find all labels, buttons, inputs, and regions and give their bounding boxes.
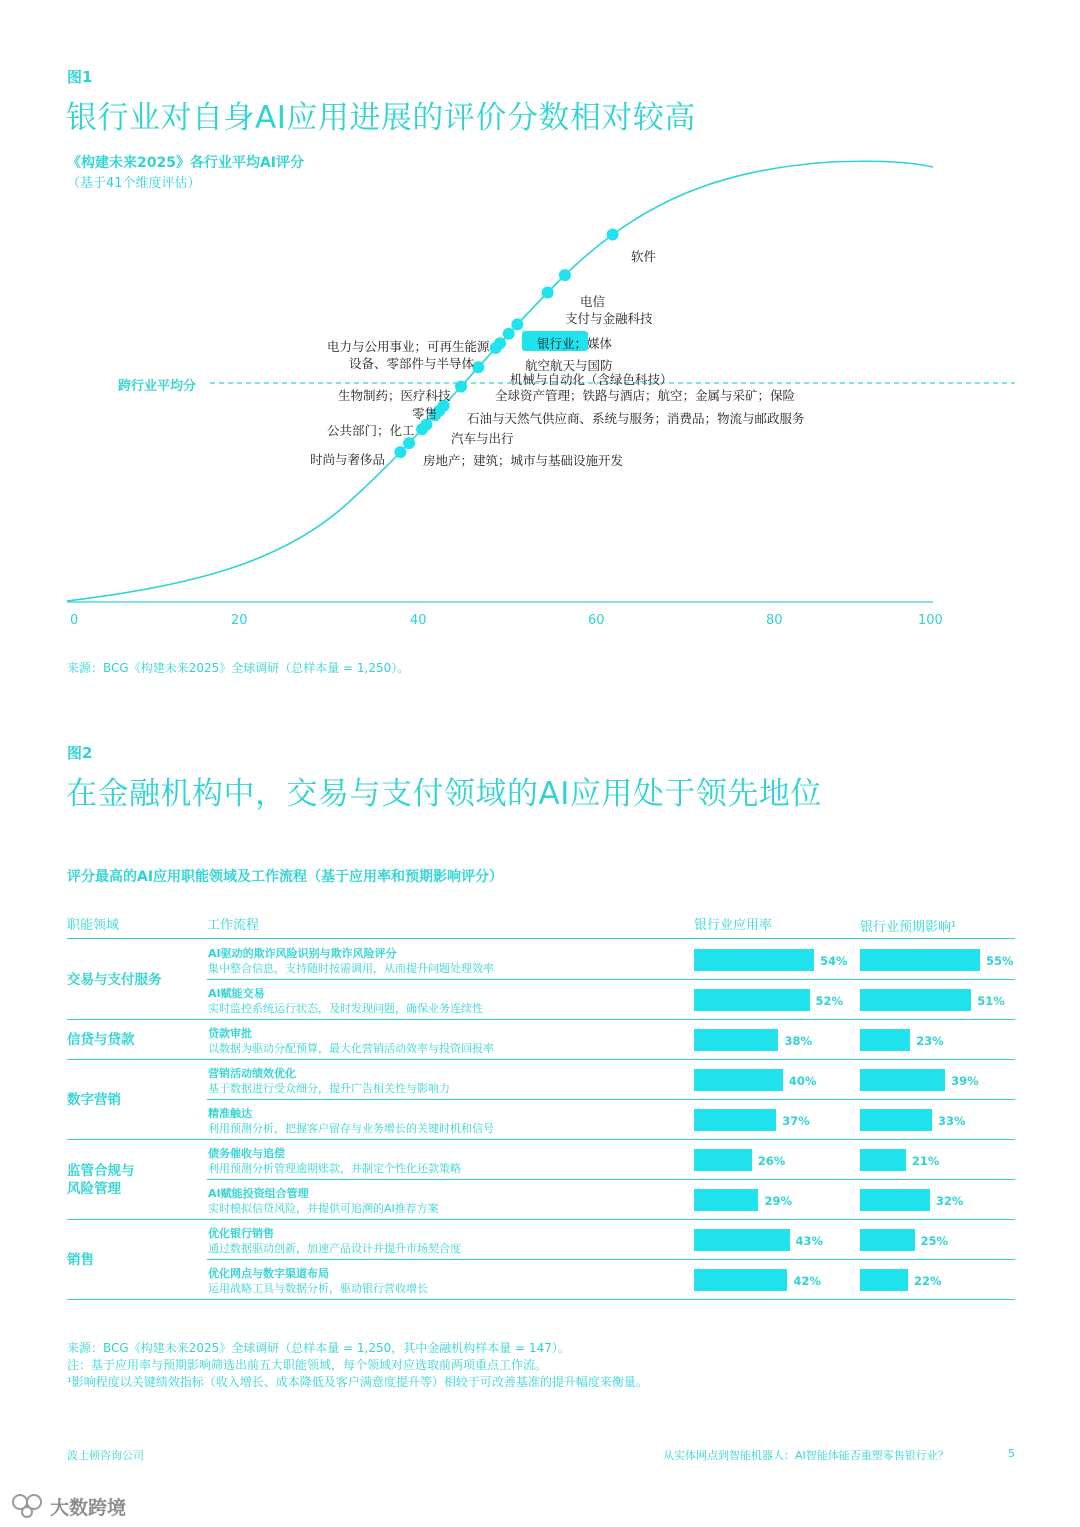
figure1-label: 图1 bbox=[67, 68, 93, 86]
col-header-domain: 职能领域 bbox=[67, 918, 120, 933]
x-tick: 100 bbox=[918, 613, 943, 628]
label-real-estate: 房地产；建筑；城市与基础设施开发 bbox=[423, 453, 624, 468]
table-header-rule bbox=[67, 938, 1015, 939]
adoption-bar bbox=[694, 989, 810, 1011]
workflow-title: AI驱动的欺诈风险识别与欺诈风险评分 bbox=[208, 947, 397, 960]
industry-point-6 bbox=[490, 342, 502, 354]
label-fashion: 时尚与奢侈品 bbox=[310, 452, 386, 467]
workflow-title: 优化网点与数字渠道布局 bbox=[208, 1267, 329, 1280]
workflow-description: 实时模拟信贷风险，并提供可追溯的AI推荐方案 bbox=[208, 1202, 439, 1215]
workflow-title: AI赋能交易 bbox=[208, 987, 265, 1000]
x-tick: 60 bbox=[588, 613, 605, 628]
workflow-title: 贷款审批 bbox=[208, 1027, 252, 1040]
workflow-description: 以数据为驱动分配预算，最大化营销活动效率与投资回报率 bbox=[208, 1042, 494, 1055]
adoption-value: 40% bbox=[788, 1074, 817, 1088]
figure1-title: 银行业对自身AI应用进展的评价分数相对较高 bbox=[66, 100, 696, 136]
domain-label: 信贷与贷款 bbox=[67, 1032, 135, 1048]
x-tick: 0 bbox=[70, 613, 79, 628]
col-header-impact: 银行业预期影响¹ bbox=[860, 920, 957, 935]
impact-value: 21% bbox=[911, 1154, 940, 1168]
label-biopharma: 生物制药；医疗科技 bbox=[338, 388, 451, 403]
impact-bar bbox=[860, 1109, 932, 1131]
label-power: 电力与公用事业；可再生能源 bbox=[327, 339, 490, 354]
domain-label: 销售 bbox=[67, 1252, 94, 1268]
col-header-adoption: 银行业应用率 bbox=[694, 918, 773, 933]
impact-value: 23% bbox=[916, 1034, 944, 1048]
label-machinery: 机械与自动化（含绿色科技） bbox=[510, 372, 673, 387]
label-public-sector: 公共部门；化工 bbox=[327, 423, 415, 438]
figure2-label: 图2 bbox=[67, 744, 93, 762]
workflow-title: 优化银行销售 bbox=[208, 1227, 274, 1240]
impact-value: 51% bbox=[977, 994, 1005, 1008]
impact-value: 33% bbox=[938, 1114, 966, 1128]
footer-title: 从实体网点到智能机器人：AI智能体能否重塑零售银行业？ bbox=[663, 1449, 949, 1462]
figure2-source: 来源：BCG《构建未来2025》全球调研（总样本量 = 1,250，其中金融机构样本量 = 147）。 bbox=[67, 1341, 570, 1355]
impact-bar bbox=[860, 1029, 910, 1051]
figure1-subtitle: 《构建未来2025》各行业平均AI评分 bbox=[67, 155, 305, 171]
watermark-text: 大数跨境 bbox=[50, 1496, 127, 1519]
label-software: 软件 bbox=[631, 249, 657, 264]
s-curve-line bbox=[67, 161, 933, 601]
watermark-icon bbox=[10, 1492, 50, 1520]
group-divider bbox=[67, 1139, 1015, 1140]
figure1-subtitle-2: （基于41个维度评估） bbox=[67, 176, 201, 191]
impact-value: 25% bbox=[920, 1234, 949, 1248]
page-number: 5 bbox=[1008, 1447, 1015, 1460]
adoption-bar bbox=[694, 1189, 758, 1211]
adoption-bar bbox=[694, 1149, 752, 1171]
impact-value: 32% bbox=[935, 1194, 964, 1208]
adoption-value: 43% bbox=[795, 1234, 824, 1248]
industry-point-0 bbox=[607, 229, 619, 241]
impact-bar bbox=[860, 1229, 915, 1251]
workflow-title: 精准触达 bbox=[208, 1107, 252, 1120]
label-telecom: 电信 bbox=[580, 294, 606, 309]
footer-company: 波士顿咨询公司 bbox=[67, 1449, 144, 1462]
adoption-bar bbox=[694, 1229, 790, 1251]
label-asset-mgmt: 全球资产管理；铁路与酒店；航空；金属与采矿；保险 bbox=[495, 388, 796, 403]
label-payments: 支付与金融科技 bbox=[565, 311, 653, 326]
adoption-value: 26% bbox=[757, 1154, 786, 1168]
group-divider bbox=[67, 1019, 1015, 1020]
domain-label: 交易与支付服务 bbox=[67, 972, 162, 988]
industry-point-14 bbox=[394, 446, 406, 458]
industry-point-3 bbox=[511, 318, 523, 330]
industry-point-4 bbox=[503, 328, 515, 340]
label-equipment: 设备、零部件与半导体 bbox=[349, 356, 475, 371]
impact-bar bbox=[860, 949, 980, 971]
adoption-bar bbox=[694, 1069, 783, 1091]
adoption-value: 38% bbox=[784, 1034, 812, 1048]
x-tick: 80 bbox=[766, 613, 783, 628]
impact-value: 55% bbox=[986, 954, 1014, 968]
group-divider bbox=[67, 1059, 1015, 1060]
workflow-title: 债务催收与追偿 bbox=[208, 1147, 285, 1160]
label-automotive: 汽车与出行 bbox=[451, 431, 514, 446]
adoption-bar bbox=[694, 1029, 778, 1051]
domain-label: 数字营销 bbox=[67, 1092, 121, 1108]
figure1-source: 来源：BCG《构建未来2025》全球调研（总样本量 = 1,250）。 bbox=[67, 661, 410, 675]
adoption-value: 54% bbox=[820, 954, 848, 968]
label-retail: 零售 bbox=[412, 406, 438, 421]
figure2-note: 注：基于应用率与预期影响筛选出前五大职能领域，每个领域对应选取前两项重点工作流。 bbox=[67, 1358, 548, 1372]
adoption-bar bbox=[694, 1269, 787, 1291]
adoption-bar bbox=[694, 949, 814, 971]
figure2-title: 在金融机构中，交易与支付领域的AI应用处于领先地位 bbox=[66, 776, 822, 812]
workflow-description: 利用预测分析管理逾期账款，并制定个性化还款策略 bbox=[208, 1162, 461, 1175]
adoption-value: 37% bbox=[782, 1114, 810, 1128]
x-tick: 20 bbox=[231, 613, 248, 628]
row-divider bbox=[207, 1099, 1015, 1100]
adoption-bar bbox=[694, 1109, 776, 1131]
label-banking: 银行业；媒体 bbox=[537, 336, 613, 351]
row-divider bbox=[207, 1179, 1015, 1180]
workflow-title: AI赋能投资组合管理 bbox=[208, 1187, 309, 1200]
workflow-description: 基于数据进行受众细分，提升广告相关性与影响力 bbox=[208, 1082, 450, 1095]
impact-bar bbox=[860, 1149, 906, 1171]
table-title: 评分最高的AI应用职能领域及工作流程（基于应用率和预期影响评分） bbox=[67, 869, 504, 885]
industry-point-13 bbox=[416, 423, 428, 435]
workflow-description: 通过数据驱动创新，加速产品设计并提升市场契合度 bbox=[208, 1242, 461, 1255]
workflow-description: 集中整合信息，支持随时按需调用，从而提升问题处理效率 bbox=[208, 962, 494, 975]
impact-bar bbox=[860, 1189, 930, 1211]
impact-bar bbox=[860, 1069, 945, 1091]
workflow-description: 实时监控系统运行状态，及时发现问题，确保业务连续性 bbox=[208, 1002, 483, 1015]
average-label: 跨行业平均分 bbox=[118, 379, 197, 394]
row-divider bbox=[207, 979, 1015, 980]
workflow-description: 利用预测分析，把握客户留存与业务增长的关键时机和信号 bbox=[208, 1122, 494, 1135]
impact-bar bbox=[860, 989, 971, 1011]
adoption-value: 29% bbox=[764, 1194, 792, 1208]
x-tick: 40 bbox=[410, 613, 427, 628]
workflow-title: 营销活动绩效优化 bbox=[208, 1067, 296, 1080]
watermark-logo bbox=[10, 1492, 126, 1520]
group-divider bbox=[67, 1219, 1015, 1220]
impact-bar bbox=[860, 1269, 908, 1291]
col-header-workflow: 工作流程 bbox=[207, 918, 260, 933]
industry-point-8 bbox=[455, 381, 467, 393]
label-aerospace: 航空航天与国防 bbox=[525, 358, 613, 373]
impact-value: 39% bbox=[951, 1074, 979, 1088]
row-divider bbox=[207, 1259, 1015, 1260]
domain-label: 监管合规与 风险管理 bbox=[67, 1163, 135, 1197]
table-bottom-rule bbox=[67, 1299, 1015, 1300]
industry-point-7 bbox=[472, 361, 484, 373]
figure2-footnote: ¹影响程度以关键绩效指标（收入增长、成本降低及客户满意度提升等）相较于可改善基准的提升幅度来衡量。 bbox=[67, 1375, 648, 1389]
industry-point-1 bbox=[559, 269, 571, 281]
industry-point-2 bbox=[542, 287, 554, 299]
impact-value: 22% bbox=[914, 1274, 942, 1288]
label-oil-gas: 石油与天然气供应商、系统与服务；消费品；物流与邮政服务 bbox=[467, 411, 805, 426]
adoption-value: 42% bbox=[793, 1274, 821, 1288]
workflow-description: 运用战略工具与数据分析，驱动银行营收增长 bbox=[208, 1282, 428, 1295]
adoption-value: 52% bbox=[815, 994, 844, 1008]
